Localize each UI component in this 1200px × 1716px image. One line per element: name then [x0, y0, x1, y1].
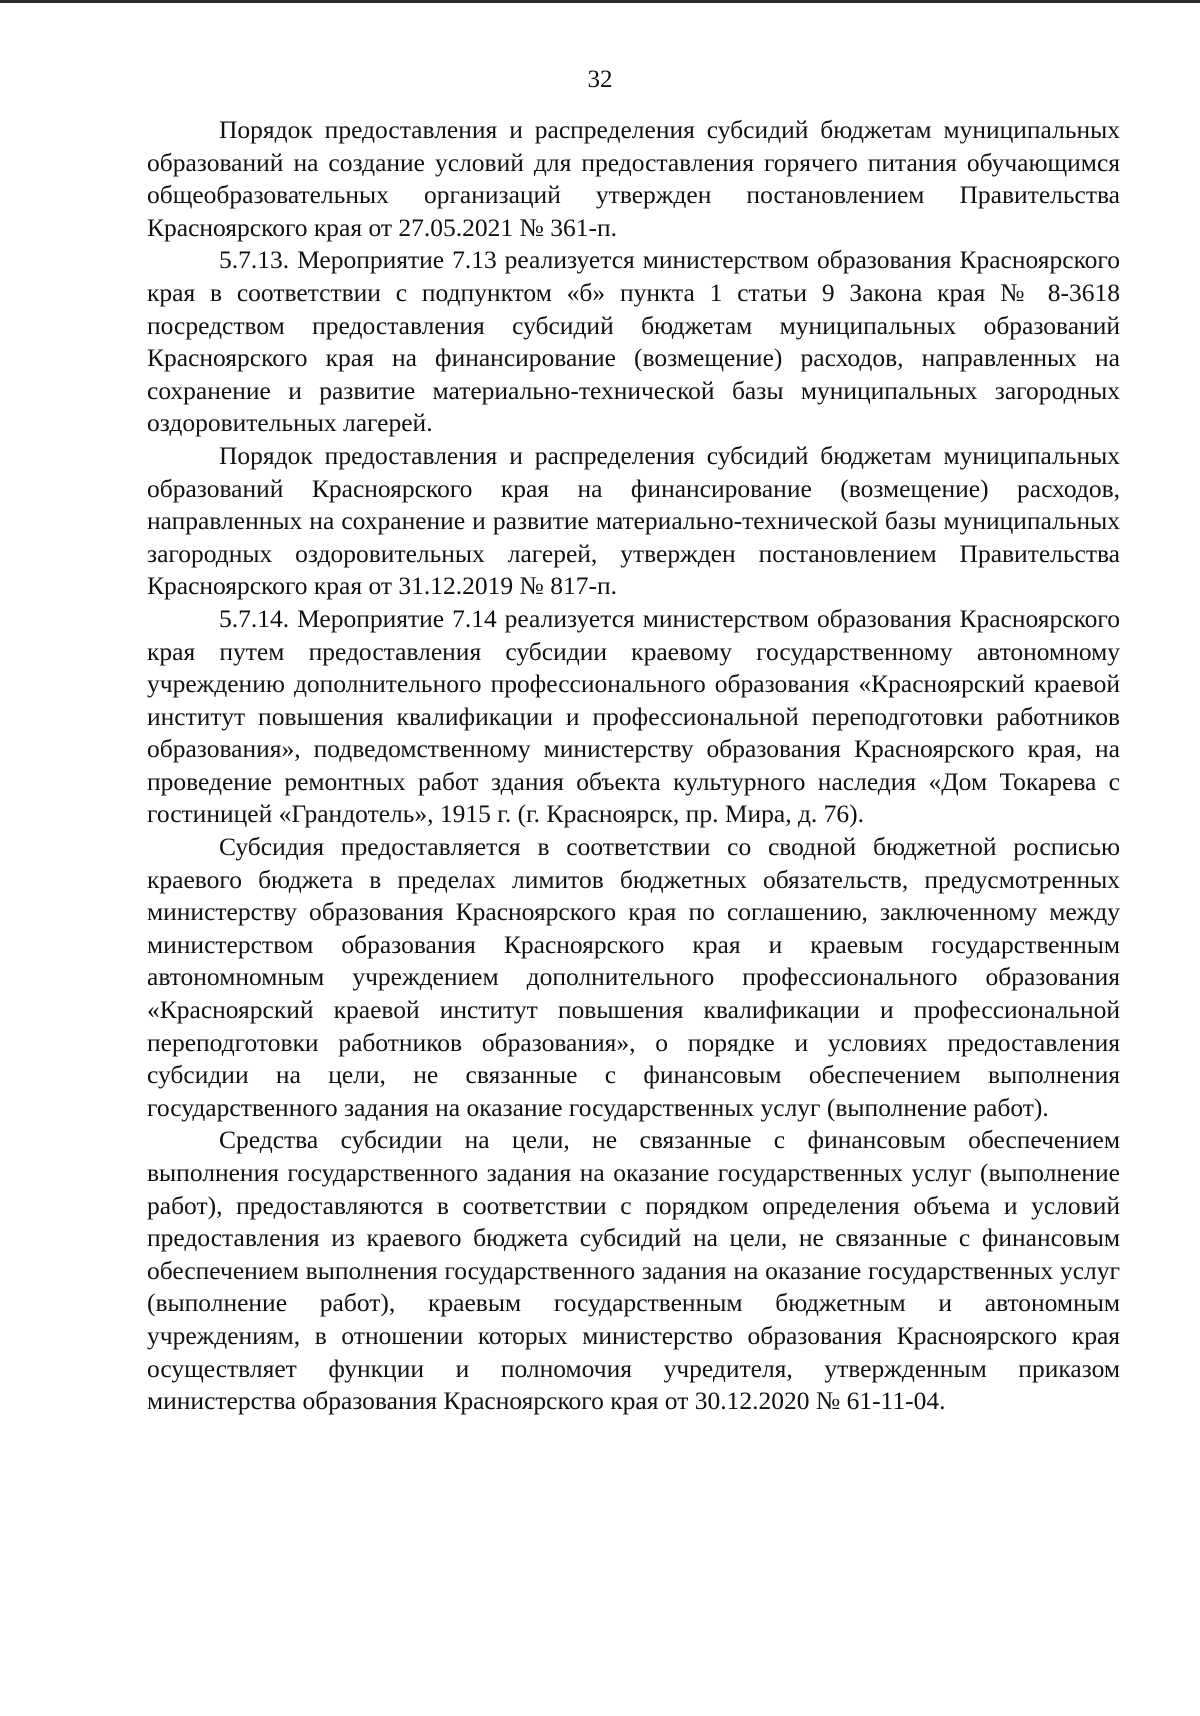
paragraph-subsidy-funds: Средства субсидии на цели, не связанные с финансовым обеспечением выполнения государственного задания на оказание государственных услуг (выполнение работ), предоставляются в соответствии с порядком определения объема и условий предоставления из краевого бюджета субсидий на цели, не связанные с финансовым обеспечением выполнения государственного задания на оказание государственных услуг (выполнение работ), краевым государственным бюджетным и автономным учреждениям, в отношении которых министерство образования Красноярского края осуществляет функции и полномочия учредителя, утвержденным приказом министерства образования Красноярского края от 30.12.2020 № 61-11-04.	[147, 1125, 1120, 1416]
document-body	[147, 114, 1120, 1418]
scan-top-edge	[0, 0, 1200, 3]
paragraph-hot-meals-order: Порядок предоставления и распределения субсидий бюджетам муниципальных образований на создание условий для предоставления горячего питания обучающимся общеобразовательных организаций утвержден постановлением Правительства Красноярского края от 27.05.2021 № 361-п.	[147, 115, 1120, 242]
paragraph-camps-subsidy-order: Порядок предоставления и распределения субсидий бюджетам муниципальных образований Красноярского края на финансирование (возмещение) расходов, направленных на сохранение и развитие материально-технической базы муниципальных загородных оздоровительных лагерей, утвержден постановлением Правительства Красноярского края от 31.12.2019 № 817-п.	[147, 440, 1120, 601]
paragraph-measure-7-13: 5.7.13. Мероприятие 7.13 реализуется министерством образования Красноярского края в соответствии с подпунктом «б» пункта 1 статьи 9 Закона края № 8-3618 посредством предоставления субсидий бюджетам муниципальных образований Красноярского края на финансирование (возмещение) расходов, направленных на сохранение и развитие материально-технической базы муниципальных загородных оздоровительных лагерей.	[147, 245, 1120, 438]
paragraph-subsidy-provision: Субсидия предоставляется в соответствии со сводной бюджетной росписью краевого бюджета в пределах лимитов бюджетных обязательств, предусмотренных министерству образования Красноярского края по соглашению, заключенному между министерством образования Красноярского края и краевым государственным автономномным учреждением дополнительного профессионального образования «Красноярский краевой институт повышения квалификации и профессиональной переподготовки работников образования», о порядке и условиях предоставления субсидии на цели, не связанные с финансовым обеспечением выполнения государственного задания на оказание государственных услуг (выполнение работ).	[147, 832, 1120, 1122]
page-number: 32	[587, 66, 613, 93]
paragraph-measure-7-14: 5.7.14. Мероприятие 7.14 реализуется министерством образования Красноярского края путем предоставления субсидии краевому государственному автономному учреждению дополнительного профессионального образования «Красноярский краевой институт повышения квалификации и профессиональной переподготовки работников образования», подведомственному министерству образования Красноярского края, на проведение ремонтных работ здания объекта культурного наследия «Дом Токарева с гостиницей «Грандотель», 1915 г. (г. Красноярск, пр. Мира, д. 76).	[147, 603, 1120, 829]
